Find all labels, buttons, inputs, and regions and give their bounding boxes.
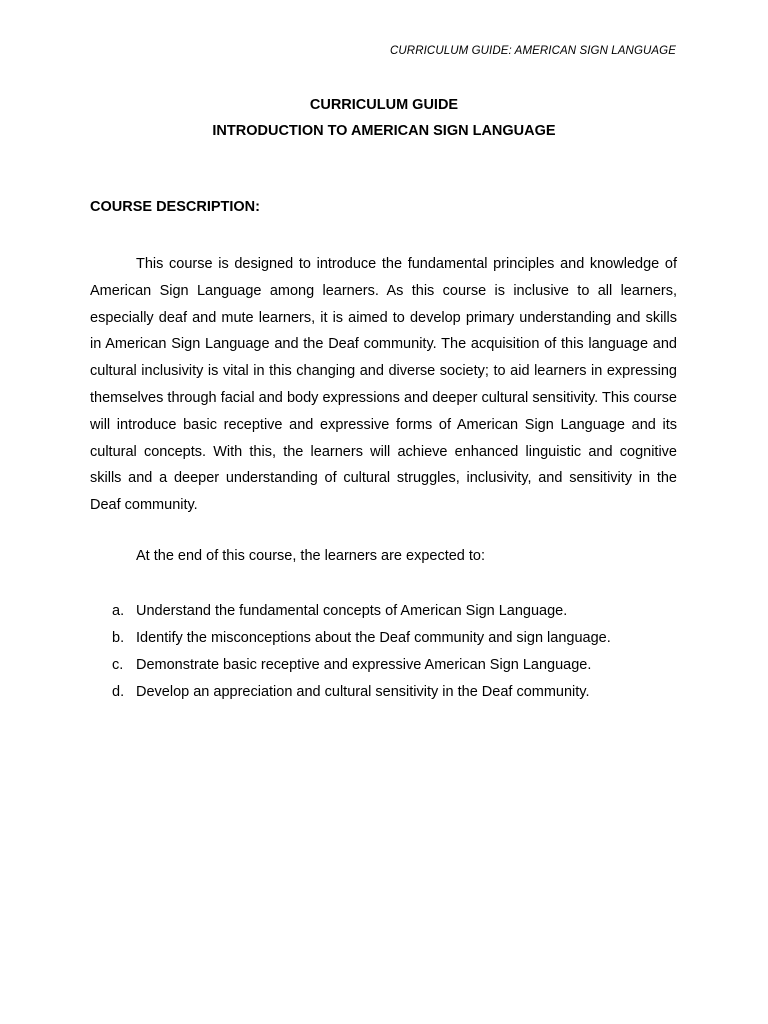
list-item-marker: a. bbox=[112, 603, 125, 619]
list-item-marker: d. bbox=[112, 684, 125, 700]
objectives-list bbox=[108, 598, 688, 706]
list-item-text: Demonstrate basic receptive and expressive American Sign Language. bbox=[136, 657, 592, 673]
title-block bbox=[0, 92, 768, 144]
list-item-text: Understand the fundamental concepts of American Sign Language. bbox=[136, 603, 568, 619]
list-item bbox=[108, 652, 688, 679]
list-item bbox=[108, 598, 688, 625]
list-item-text: Identify the misconceptions about the Deaf community and sign language. bbox=[136, 630, 611, 646]
list-item bbox=[108, 679, 688, 706]
running-header: CURRICULUM GUIDE: AMERICAN SIGN LANGUAGE bbox=[390, 45, 676, 57]
list-item-marker: c. bbox=[112, 657, 124, 673]
objectives-intro: At the end of this course, the learners are expected to: bbox=[136, 548, 486, 564]
list-item-text: Develop an appreciation and cultural sensitivity in the Deaf community. bbox=[136, 684, 590, 700]
section-heading-course-description: COURSE DESCRIPTION: bbox=[90, 199, 260, 215]
course-description-paragraph: This course is designed to introduce the fundamental principles and knowledge of American Sign Language among learners. As this course is inclusive to all learners, especially deaf and mute learners, it is aimed to develop primary understanding and skills in American Sign Language and the Deaf community. The acquisition of this language and cultural inclusivity is vital in this changing and diverse society; to aid learners in expressing themselves through facial and body expressions and deeper cultural sensitivity. This course will introduce basic receptive and expressive forms of American Sign Language and its cultural concepts. With this, the learners will achieve enhanced linguistic and cognitive skills and a deeper understanding of cultural struggles, inclusivity, and sensitivity in the Deaf community. bbox=[90, 256, 677, 514]
list-item-marker: b. bbox=[112, 630, 125, 646]
document-title: CURRICULUM GUIDE bbox=[309, 97, 459, 113]
list-item bbox=[108, 625, 688, 652]
document-subtitle: INTRODUCTION TO AMERICAN SIGN LANGUAGE bbox=[212, 123, 556, 139]
